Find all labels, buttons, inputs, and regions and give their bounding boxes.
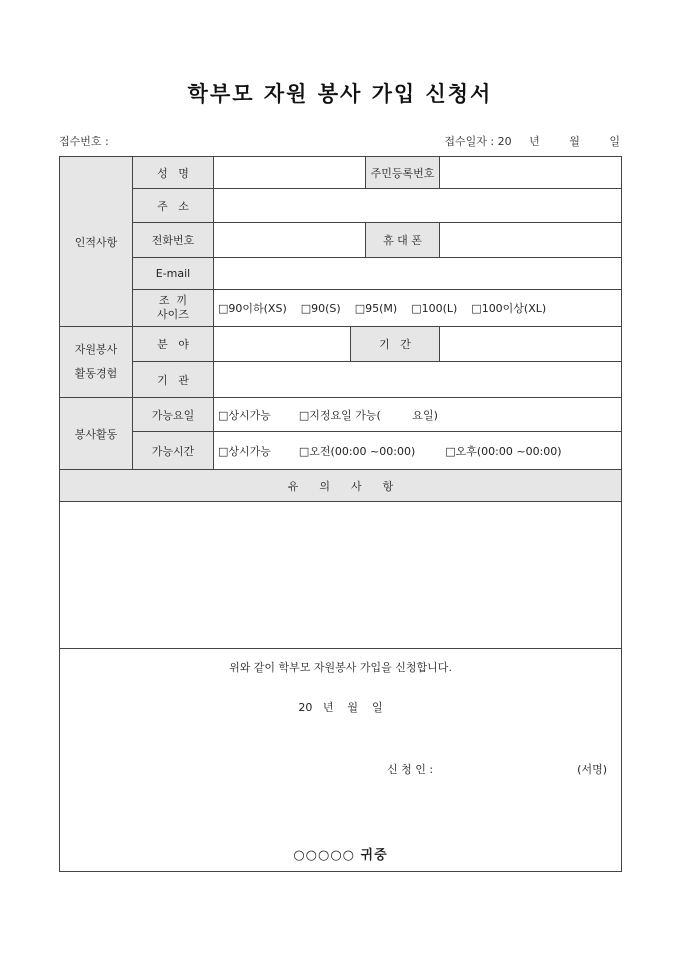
size-option-s[interactable]: □90(S) bbox=[300, 302, 341, 315]
size-option-xl[interactable]: □100이상(XL) bbox=[471, 302, 547, 315]
resident-number-field[interactable] bbox=[440, 157, 622, 189]
receipt-year: 년 bbox=[529, 135, 540, 148]
declaration-statement: 위와 같이 학부모 자원봉사 가입을 신청합니다. bbox=[229, 661, 452, 674]
field-input[interactable] bbox=[214, 327, 351, 362]
vest-size-label-line2: 사이즈 bbox=[157, 308, 189, 321]
available-days-label: 가능요일 bbox=[133, 398, 214, 432]
time-option-anytime[interactable]: □상시가능 bbox=[218, 444, 271, 458]
field-label: 분 야 bbox=[133, 327, 214, 362]
size-option-xs[interactable]: □90이하(XS) bbox=[218, 302, 287, 315]
organization-input[interactable] bbox=[214, 362, 622, 398]
name-field[interactable] bbox=[214, 157, 366, 189]
resident-number-label: 주민등록번호 bbox=[366, 157, 440, 189]
time-option-afternoon[interactable]: □오후(00:00 ~00:00) bbox=[445, 444, 562, 458]
experience-section-label bbox=[60, 327, 133, 398]
name-label: 성 명 bbox=[133, 157, 214, 189]
period-input[interactable] bbox=[440, 327, 622, 362]
size-option-l[interactable]: □100(L) bbox=[411, 302, 458, 315]
notes-content bbox=[60, 502, 622, 649]
email-field[interactable] bbox=[214, 258, 622, 290]
phone-field[interactable] bbox=[214, 223, 366, 258]
time-option-morning[interactable]: □오전(00:00 ~00:00) bbox=[298, 444, 416, 458]
activity-section-label: 봉사활동 bbox=[60, 398, 133, 470]
vest-size-label-line1: 조 끼 bbox=[158, 294, 188, 307]
day-option-anytime[interactable]: □상시가능 bbox=[218, 408, 271, 422]
receipt-number-label: 접수번호 : bbox=[59, 135, 109, 148]
available-days-options bbox=[214, 398, 622, 432]
vest-size-label bbox=[133, 290, 214, 327]
vest-size-options bbox=[214, 290, 622, 327]
experience-label-line1: 자원봉사 bbox=[74, 343, 118, 356]
receipt-month: 월 bbox=[569, 135, 580, 148]
mobile-field[interactable] bbox=[440, 223, 622, 258]
available-time-label: 가능시간 bbox=[133, 432, 214, 470]
receipt-day: 일 bbox=[609, 135, 620, 148]
applicant-label: 신 청 인 : bbox=[387, 763, 434, 776]
available-time-options bbox=[214, 432, 622, 470]
address-field[interactable] bbox=[214, 189, 622, 223]
organization-label: 기 관 bbox=[133, 362, 214, 398]
receipt-date bbox=[444, 133, 620, 149]
day-option-specified[interactable]: □지정요일 가능( 요일) bbox=[298, 408, 438, 422]
declaration-area bbox=[60, 649, 622, 872]
mobile-label: 휴 대 폰 bbox=[366, 223, 440, 258]
address-label: 주 소 bbox=[133, 189, 214, 223]
signature-label: (서명) bbox=[577, 763, 607, 776]
email-label: E-mail bbox=[133, 258, 214, 290]
form-title: 학부모 자원 봉사 가입 신청서 bbox=[187, 81, 493, 106]
notes-header: 유 의 사 항 bbox=[60, 470, 622, 502]
period-label: 기 간 bbox=[351, 327, 440, 362]
recipient: ○○○○○ 귀중 bbox=[293, 848, 388, 863]
size-option-m[interactable]: □95(M) bbox=[354, 302, 398, 315]
receipt-date-label: 접수일자 : 20 bbox=[444, 135, 512, 148]
declaration-date: 20 년 월 일 bbox=[298, 701, 383, 714]
personal-section-label: 인적사항 bbox=[60, 157, 133, 327]
application-form-table bbox=[59, 156, 622, 872]
phone-label: 전화번호 bbox=[133, 223, 214, 258]
experience-label-line2: 활동경험 bbox=[74, 367, 118, 380]
